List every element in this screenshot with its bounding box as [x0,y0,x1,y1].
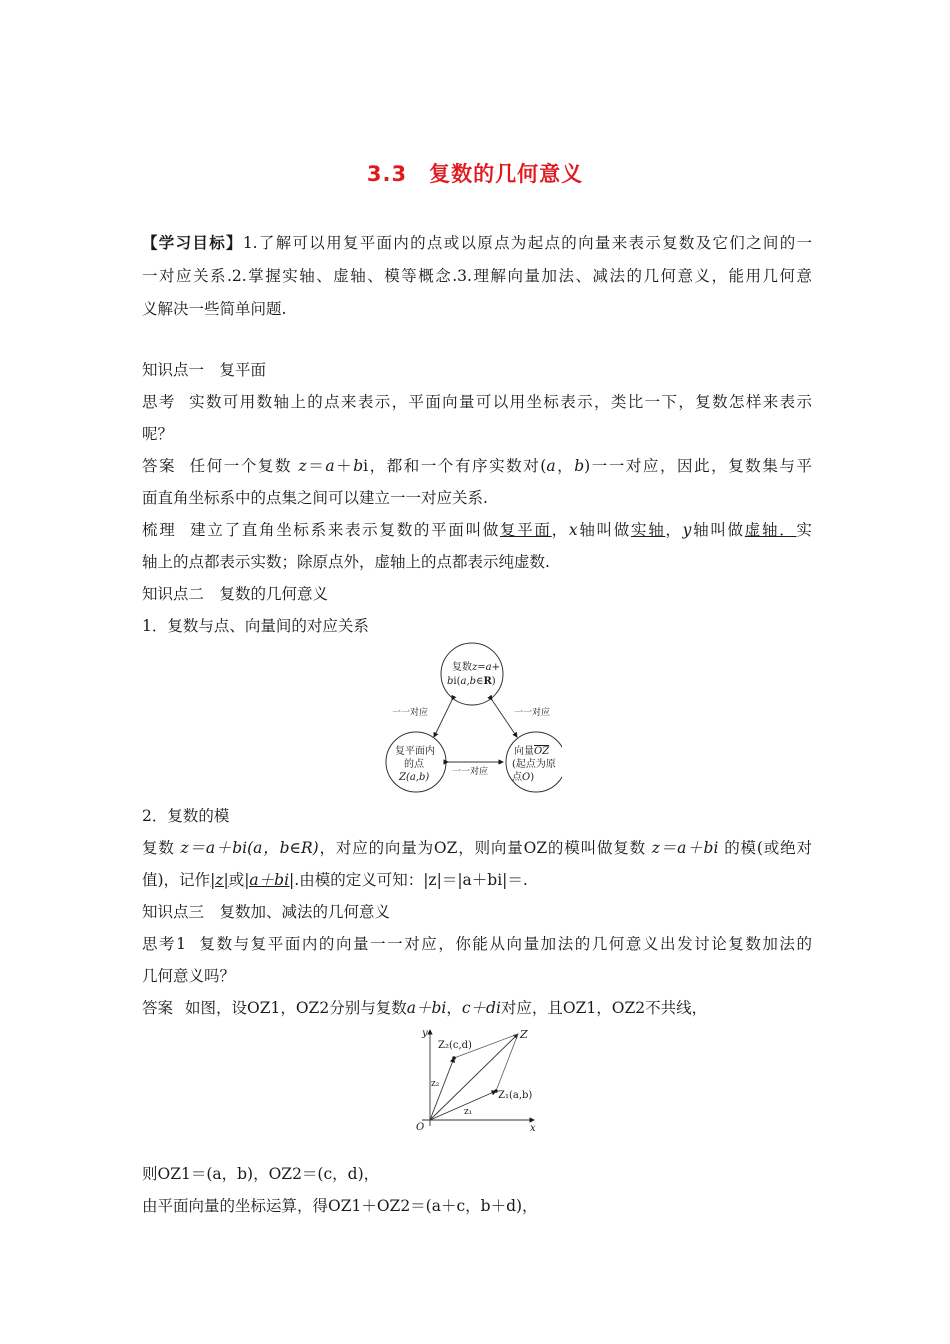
modulus-or: 或 [228,871,245,889]
right-text-line-3: 点O) [512,772,535,783]
top-text-line-2: bi(a,b∈R) [447,676,496,687]
kp3-think-text: 复数与复平面内的向量一一对应，你能从向量加法的几何意义出发讨论复数加法的 [197,935,812,953]
modulus-text-3: 的模(或绝对 [724,839,812,857]
kp3-think-label: 思考1 [142,935,186,953]
kp2-heading: 知识点二 复数的几何意义 [142,585,329,603]
kp1-think-line-2: 呢？ [142,425,174,443]
math-comma: ， [555,457,575,475]
objectives-line-1 [142,232,812,254]
z1-label: Z₁(a,b) [498,1090,533,1101]
origin-label: O [416,1122,425,1133]
kp1-think-text: 实数可用数轴上的点来表示，平面向量可以用坐标表示，类比一下，复数怎样来表示 [187,393,812,411]
math-b2: b [574,457,585,475]
kp3-answer-text-1: 如图，设OZ1，OZ2分别与复数 [185,999,407,1017]
parallelogram-right [496,1034,518,1091]
label-right-correspondence: 一一对应 [514,708,551,718]
modulus-text-2: ，对应的向量为OZ，则向量OZ的模叫做复数 [318,839,646,857]
modulus-text-1: 复数 [142,839,175,857]
kp3-then-line: 则OZ1＝(a，b)，OZ2＝(c，d)， [142,1165,380,1183]
kp1-heading: 知识点一 复平面 [142,361,267,379]
left-text-line-1: 复平面内 [395,746,435,757]
kp1-summary-text-6: 实 [796,521,812,539]
kp3-think-line-1 [142,933,812,955]
math-b: b [353,457,364,475]
kp3-answer-text-3: 对应，且OZ1，OZ2不共线， [500,999,708,1017]
kp3-think-line-2: 几何意义吗？ [142,967,236,985]
modulus-notation-1: |z| [210,871,229,889]
kp1-answer-line-2: 面直角坐标系中的点集之间可以建立一一对应关系. [142,489,488,507]
y-axis-label: y [422,1028,428,1039]
right-text-line-1: 向量OZ [514,746,550,757]
kp1-summary-label: 梳理 [142,521,177,539]
objectives-line-3: 义解决一些简单问题. [142,300,287,318]
left-text-line-3: Z(a,b) [399,772,430,783]
kp1-summary-text-1: 建立了直角坐标系来表示复数的平面叫做 [188,521,500,539]
term-imaginary-axis: 虚轴． [744,521,797,539]
math-z: z [298,457,307,475]
modulus-expr-2: z＝a＋bi [651,839,719,857]
kp3-heading: 知识点三 复数加、减法的几何意义 [142,903,391,921]
objectives-tag: 【学习目标】 [142,233,243,252]
z2-label: Z₂(c,d) [438,1040,472,1051]
term-complex-plane: 复平面 [500,521,552,539]
top-text-line-1: 复数z=a+ [452,662,501,673]
kp1-answer-rest: )一一对应，因此，复数集与平 [584,457,812,475]
label-left-correspondence: 一一对应 [392,708,429,718]
kp3-answer-line [142,997,812,1019]
kp1-summary-line-2: 轴上的点都表示实数；除原点外，虚轴上的点都表示纯虚数. [142,553,550,571]
math-eq: ＝ [306,457,326,475]
objectives-line-2: 一对应关系.2.掌握实轴、虚轴、模等概念.3.理解向量加法、减法的几何意义，能用几何意 [142,267,812,285]
point-z2 [452,1056,456,1060]
x-axis-label: x [530,1123,536,1134]
kp1-summary-text-2: ， [551,521,569,539]
kp1-summary-text-3: 轴叫做 [577,521,631,539]
kp3-answer-expr-2: c＋di [461,999,501,1017]
z2-vector-label: z₂ [431,1079,440,1089]
math-a2: a [546,457,556,475]
page-title: 3.3 复数的几何意义 [366,162,584,186]
kp1-answer-line-1 [142,455,812,477]
kp1-think-label: 思考 [142,393,176,411]
right-text-line-2: (起点为原 [512,759,556,770]
modulus-notation-2: |a＋bi| [244,871,295,889]
kp3-answer-label: 答案 [142,999,174,1017]
modulus-expr-1: z＝a＋bi(a，b∈R) [180,839,319,857]
kp3-final-line: 由平面向量的坐标运算，得OZ1＋OZ2＝(a＋c，b＋d)， [142,1197,538,1215]
z-label: Z [520,1028,528,1041]
label-bottom-correspondence: 一一对应 [452,767,489,777]
left-text-line-2: 的点 [404,759,424,770]
modulus-text-4: 值)，记作 [142,871,211,889]
math-y: y [682,521,692,539]
math-plus: ＋ [334,457,354,475]
kp2-subheading-1: 1．复数与点、向量间的对应关系 [142,617,369,635]
kp3-answer-expr-1: a＋bi [406,999,447,1017]
vector-addition-diagram [402,1024,542,1136]
kp1-summary-text-4: ， [665,521,683,539]
kp2-modulus-line-2 [142,869,812,891]
z1-vector-label: z₁ [464,1107,473,1117]
objectives-text-1: 1.了解可以用复平面内的点或以原点为起点的向量来表示复数及它们之间的一 [242,234,812,252]
kp2-modulus-line-1 [142,837,812,859]
term-real-axis: 实轴 [630,521,666,539]
kp3-answer-text-2: ， [446,999,462,1017]
math-a: a [325,457,335,475]
modulus-text-5: .由模的定义可知：|z|＝|a＋bi|＝. [294,871,528,889]
kp1-answer-mid: i，都和一个有序实数对( [363,457,547,475]
complex-number-circle [441,643,503,705]
kp1-answer-label: 答案 [142,457,177,475]
right-double-arrow [492,700,517,737]
kp1-think-line-1 [142,391,812,413]
math-x: x [568,521,578,539]
correspondence-diagram [382,640,562,795]
kp1-summary-line-1 [142,519,812,541]
kp1-summary-text-5: 轴叫做 [691,521,745,539]
kp2-subheading-2: 2．复数的模 [142,807,230,825]
left-double-arrow [434,700,452,737]
kp1-answer-text: 任何一个复数 [188,457,293,475]
